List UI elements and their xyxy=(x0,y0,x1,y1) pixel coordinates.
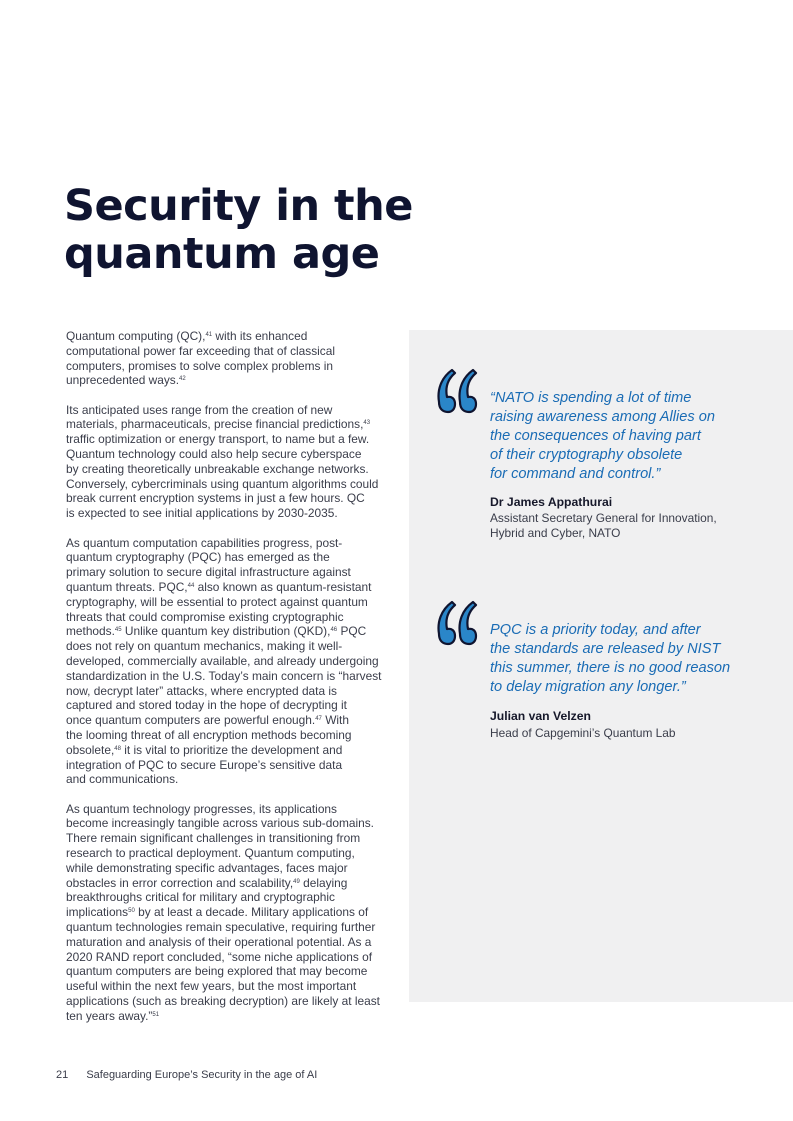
text-run: obsolete, xyxy=(66,742,115,757)
text-line: As quantum computation capabilities progress, post- xyxy=(66,535,343,550)
quote-line: to delay migration any longer.” xyxy=(490,679,686,695)
text-line: become increasingly tangible across various sub-domains. xyxy=(66,816,374,831)
text-line: Conversely, cybercriminals using quantum algorithms could xyxy=(66,476,379,491)
text-run: Quantum computing (QC), xyxy=(66,329,206,343)
text-line: useful within the next few years, but the most important xyxy=(66,979,357,994)
text-run: With xyxy=(321,713,349,728)
text-line: while demonstrating specific advantages, faces major xyxy=(66,860,348,875)
paragraph-uses xyxy=(66,403,384,521)
text-line: captured and stored today in the hope of decrypting it xyxy=(66,698,347,713)
text-line: does not rely on quantum mechanics, making it well- xyxy=(66,639,343,654)
title-line: Security in the xyxy=(64,181,413,231)
footnote-ref: 47 xyxy=(315,716,322,723)
paragraph-intro xyxy=(66,329,384,388)
text-line: applications (such as breaking decryption) are likely at least xyxy=(66,993,380,1008)
text-line: now, decrypt later” attacks, where encrypted data is xyxy=(66,683,337,698)
text-line: 2020 RAND report concluded, “some niche applications of xyxy=(66,949,373,964)
page-number: 21 xyxy=(56,1069,69,1081)
text-run: methods. xyxy=(66,624,115,639)
text-run: it is vital to prioritize the development and xyxy=(120,742,343,757)
footnote-ref: 45 xyxy=(114,627,122,634)
quotation-mark-icon xyxy=(436,600,478,646)
title-line: quantum age xyxy=(64,229,380,279)
role-line: Hybrid and Cyber, NATO xyxy=(490,526,621,540)
quote-author-name: Julian van Velzen xyxy=(490,709,591,723)
text-line: standardization in the U.S. Today’s main concern is “harvest xyxy=(66,668,382,683)
page-title xyxy=(64,182,413,278)
text-line: integration of PQC to secure Europe’s sensitive data xyxy=(66,757,343,772)
text-line: primary solution to secure digital infrastructure against xyxy=(66,565,351,580)
footnote-ref: 44 xyxy=(187,582,195,589)
body-text-column xyxy=(66,329,384,1038)
footnote-ref: 49 xyxy=(293,878,300,885)
text-line: maturation and analysis of their operational potential. As a xyxy=(66,934,372,949)
text-line: computational power far exceeding that of classical xyxy=(66,343,336,358)
footer-title: Safeguarding Europe’s Security in the age of AI xyxy=(86,1069,318,1081)
text-run: obstacles in error correction and scalability, xyxy=(66,875,294,890)
quote-line: for command and control.” xyxy=(490,466,661,482)
quote-line: the standards are released by NIST xyxy=(490,641,721,657)
quote-line: this summer, there is no good reason xyxy=(490,660,731,676)
text-run: implications xyxy=(66,905,129,920)
text-run: unprecedented ways. xyxy=(66,373,180,388)
page-footer xyxy=(56,1069,317,1081)
text-run: by at least a decade. Military applications of xyxy=(134,905,369,920)
text-line: and communications. xyxy=(66,772,179,787)
quote-author-role xyxy=(490,511,717,541)
text-line: Quantum technology could also help secure cyberspace xyxy=(66,447,362,462)
quote-line: raising awareness among Allies on xyxy=(490,409,715,425)
text-line: research to practical deployment. Quantum computing, xyxy=(66,846,355,860)
text-run: quantum threats. PQC, xyxy=(66,579,188,594)
text-line: threats that could compromise existing cryptographic xyxy=(66,609,344,624)
footnote-ref: 50 xyxy=(128,908,135,915)
text-run: ten years away.” xyxy=(66,1008,153,1023)
text-run: PQC xyxy=(337,624,367,639)
role-line: Head of Capgemini’s Quantum Lab xyxy=(490,726,676,740)
text-run: Unlike quantum key distribution (QKD), xyxy=(121,624,331,639)
footnote-ref: 41 xyxy=(205,332,213,338)
text-line: There remain significant challenges in transitioning from xyxy=(66,831,361,846)
quote-line: PQC is a priority today, and after xyxy=(490,622,701,638)
text-line: is expected to see initial applications by 2030-2035. xyxy=(66,506,338,521)
quote-author-name: Dr James Appathurai xyxy=(490,495,613,509)
text-line: Its anticipated uses range from the creation of new xyxy=(66,402,333,417)
footnote-ref: 48 xyxy=(114,745,121,752)
text-run: with its enhanced xyxy=(212,329,308,343)
quote-line: “NATO is spending a lot of time xyxy=(490,390,692,406)
footnote-ref: 51 xyxy=(152,1011,160,1018)
text-line: quantum technologies remain speculative, requiring further xyxy=(66,919,376,934)
paragraph-military xyxy=(66,802,384,1024)
text-run: once quantum computers are powerful enough. xyxy=(66,713,316,728)
text-line: traffic optimization or energy transport, to name but a few. xyxy=(66,432,370,447)
text-line: the looming threat of all encryption methods becoming xyxy=(66,727,352,742)
text-line: breakthroughs critical for military and cryptographic xyxy=(66,890,335,905)
footnote-ref: 42 xyxy=(179,376,186,383)
quote-author-role xyxy=(490,726,676,741)
footnote-ref: 43 xyxy=(363,420,371,427)
quote-line: the consequences of having part xyxy=(490,428,701,444)
text-line: quantum computers are being explored that may become xyxy=(66,964,368,979)
paragraph-pqc xyxy=(66,536,384,788)
text-run: delaying xyxy=(299,875,348,890)
role-line: Assistant Secretary General for Innovation, xyxy=(490,511,717,525)
text-run: also known as quantum-resistant xyxy=(194,579,372,594)
quote-line: of their cryptography obsolete xyxy=(490,447,683,463)
text-line: quantum cryptography (PQC) has emerged as the xyxy=(66,550,330,565)
text-line: cryptography, will be essential to protect against quantum xyxy=(66,594,368,609)
text-line: computers, promises to solve complex problems in xyxy=(66,358,333,373)
footnote-ref: 46 xyxy=(330,627,338,634)
text-run: materials, pharmaceuticals, precise financial predictions, xyxy=(66,417,364,432)
text-line: developed, commercially available, and already undergoing xyxy=(66,653,379,668)
quote-text xyxy=(490,621,730,697)
quotation-mark-icon xyxy=(436,368,478,414)
quote-text xyxy=(490,389,715,484)
text-line: As quantum technology progresses, its applications xyxy=(66,801,337,816)
text-line: break current encryption systems in just a few hours. QC xyxy=(66,491,365,506)
text-line: by creating theoretically unbreakable exchange networks. xyxy=(66,461,369,476)
